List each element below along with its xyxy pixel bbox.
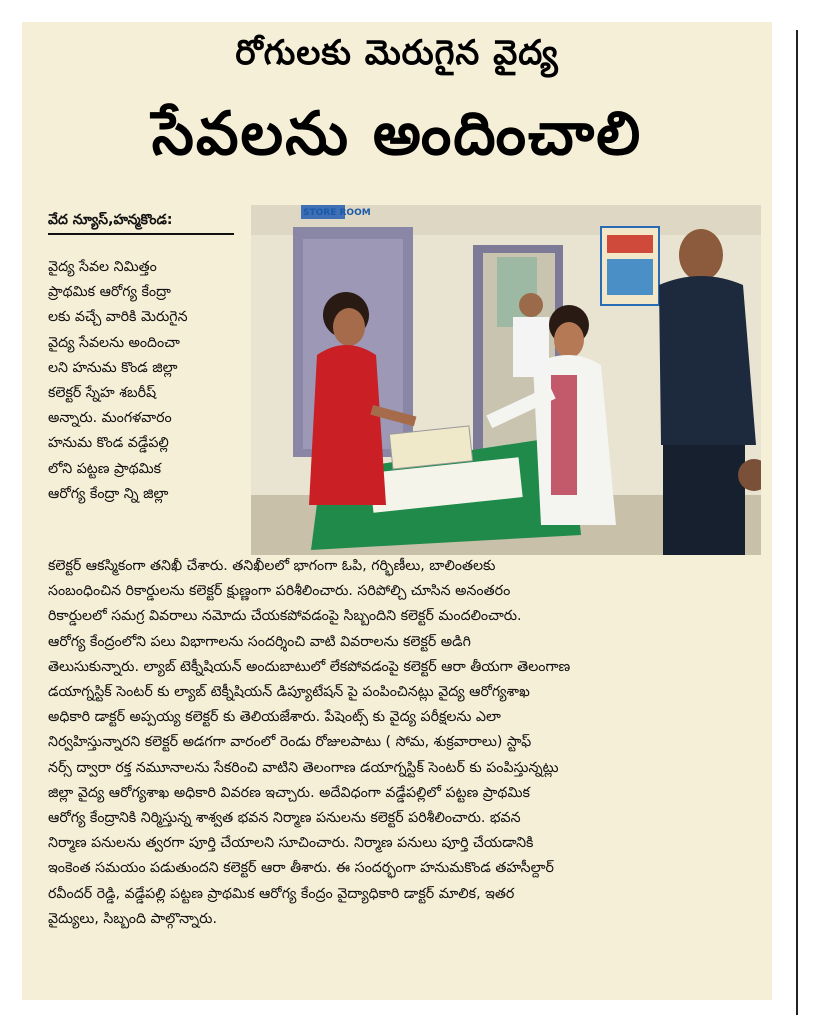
article-body: [48, 554, 760, 932]
lead-line: లకు వచ్చే వారికి మెరుగైన: [48, 309, 188, 326]
lead-line: కలెక్టర్ స్నేహ శబరీష్: [48, 385, 157, 402]
column-divider: [796, 30, 798, 1015]
lead-column: [48, 255, 246, 507]
body-line: తెలుసుకున్నారు. ల్యాబ్ టెక్నీషియన్ అందుబాటులో లేకపోవడంపై కలెక్టర్ ఆరా తీయగా తెలంగాణ: [48, 658, 571, 675]
store-room-sign: STORE ROOM: [303, 208, 371, 218]
body-line: ఆరోగ్య కేంద్రంలోని పలు విభాగాలను సందర్శించి వాటి వివరాలను కలెక్టర్ అడిగి: [48, 633, 471, 650]
lead-line: వైద్య సేవలను అందించా: [48, 334, 180, 351]
lead-line: అన్నారు. మంగళవారం: [48, 410, 172, 427]
body-line: నిర్మాణ పనులను త్వరగా పూర్తి చేయాలని సూచించారు. నిర్మాణ పనులు పూర్తి చేయడానికి: [48, 835, 534, 852]
body-line: ఇంకెంత సమయం పడుతుందని కలెక్టర్ ఆరా తీశారు. ఈ సందర్భంగా హనుమకొండ తహసీల్దార్: [48, 860, 554, 877]
headline-line-1: రోగులకు మెరుగైన వైద్య: [235, 33, 559, 73]
news-photo: [251, 205, 761, 555]
lead-line: లోని పట్టణ ప్రాథమిక: [48, 460, 162, 477]
body-line: కలెక్టర్ ఆకస్మికంగా తనిఖీ చేశారు. తనిఖీలలో భాగంగా ఓపి, గర్భిణీలు, బాలింతలకు: [48, 558, 496, 574]
body-line: నర్స్ ద్వారా రక్త నమూనాలను సేకరించి వాటిని తెలంగాణ డయాగ్నస్టిక్ సెంటర్ కు పంపిస్తున్నట్లు: [48, 759, 559, 776]
body-line: సంబంధించిన రికార్డులను కలెక్టర్ క్షుణ్ణంగా పరిశీలించారు. సరిపోల్చి చూసిన అనంతరం: [48, 583, 511, 600]
body-line: డయాగ్నస్టిక్ సెంటర్ కు ల్యాబ్ టెక్నీషియన్ డిప్యూటేషన్ పై పంపించినట్లు వైద్య ఆరోగ్యశాఖ: [48, 684, 530, 701]
lead-line: ఆరోగ్య కేంద్రా న్ని జిల్లా: [48, 485, 169, 502]
body-line: ఆరోగ్య కేంద్రానికి నిర్మిస్తున్న శాశ్వత భవన నిర్మాణ పనులను కలెక్టర్ పరిశీలించారు. భవన: [48, 810, 521, 827]
body-line: నిర్వహిస్తున్నారని కలెక్టర్ అడగగా వారంలో రెండు రోజులపాటు ( సోమ, శుక్రవారాలు) స్టాఫ్: [48, 734, 532, 751]
dateline: వేద న్యూస్,హన్మకొండ:: [48, 210, 234, 235]
headline-line-2: సేవలను అందించాలి: [151, 99, 643, 169]
lead-line: లని హనుమ కొండ జిల్లా: [48, 359, 178, 376]
body-line: జిల్లా వైద్య ఆరోగ్యశాఖ అధికారి వివరణ ఇచ్చారు. అదేవిధంగా వడ్డేపల్లిలో పట్టణ ప్రాథమిక: [48, 784, 530, 801]
newspaper-clipping: [22, 22, 772, 1000]
lead-line: హనుమ కొండ వడ్డేపల్లి: [48, 435, 169, 452]
lead-line: వైద్య సేవల నిమిత్తం: [48, 259, 157, 275]
body-line: రవీందర్ రెడ్డి, వడ్డేపల్లి పట్టణ ప్రాథమిక ఆరోగ్య కేంద్రం వైద్యాధికారి డాక్టర్ మాలిక, ఇతర: [48, 885, 515, 902]
lead-line: ప్రాథమిక ఆరోగ్య కేంద్రా: [48, 284, 171, 301]
body-line: వైద్యులు, సిబ్బంది పాల్గొన్నారు.: [48, 910, 217, 927]
body-line: రికార్డులలో సమగ్ర వివరాలు నమోదు చేయకపోవడంపై సిబ్బందిని కలెక్టర్ మందలించారు.: [48, 608, 522, 625]
body-line: అధికారి డాక్టర్ అప్పయ్య కలెక్టర్ కు తెలియజేశారు. పేషెంట్స్ కు వైద్య పరీక్షలను ఎలా: [48, 709, 501, 726]
